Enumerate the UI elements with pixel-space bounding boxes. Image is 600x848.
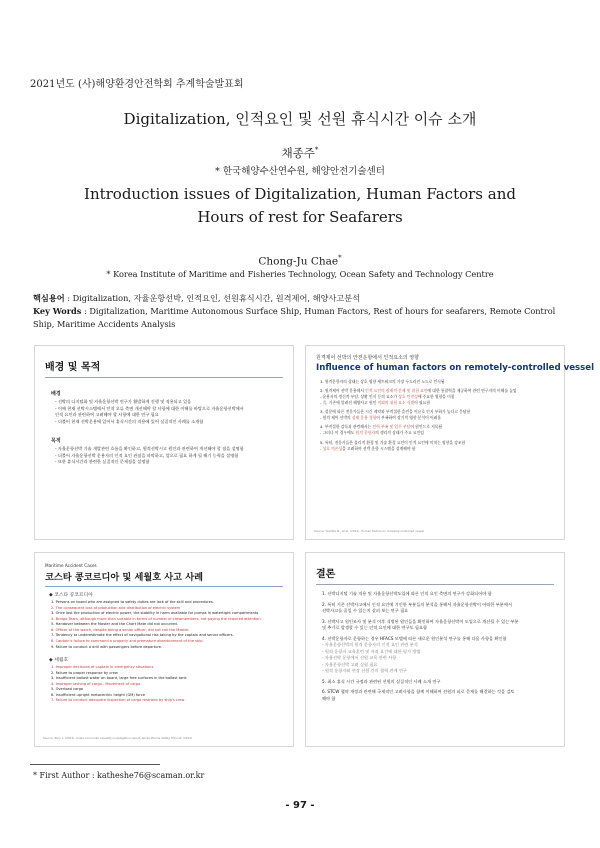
slide2-item-after: 이 부족하여 장기적 영향 분석이 어려움 [376, 415, 442, 421]
slide4-item: 및 추가로 발생할 수 있는 인적 요인에 대한 연구도 필요함 [322, 625, 428, 630]
slide1-background-item: - 더불어 현재 선박운용에 있어서 휴식시간의 적용에 있어 실질적인 사례를 소개함 [55, 418, 204, 424]
slide4-item: - 원격 운항자 교육훈련 및 자격 요건에 대한 평가 방법 [322, 648, 421, 654]
slide3-box1-item: 5. Handover between the Master and the Chart Mate did not occurred. [51, 622, 178, 627]
footnote-rule [30, 764, 160, 765]
slide2-item-text: 4. 부적절한 감독과 관련해서는 [320, 424, 373, 430]
slide3-box2-item: 2. Failure to proper response by crew [51, 670, 118, 675]
slide1-purpose-item: - 또한 휴식시간과 관련한 실질적인 문제점을 설명함 [55, 459, 150, 464]
slide3-box1-item: 6. Officer of the watch, despite being a senior officer, did not call the Master. [51, 627, 190, 632]
slide2-item-text: 3. 설문에 따른 전문가들은 시간 제약과 부적절한 훈련을 이유로 인지 부하가 높다고 응답함 [320, 409, 471, 415]
slide1-purpose-item: - 자율운항선박 기술 개발관련 흐름을 확인하고, 원격선박시고 원인과 관련하여 개선해야 할 점을 설명함 [55, 446, 244, 451]
slide3-box1-item: 4. Bridge Team, although more than suitable in terms of number of crewmembers, not paying the required attention. [51, 616, 262, 621]
slide2-list [306, 379, 564, 452]
slide4-item: 3. 선박사고 원인조사 및 분석 이후 식별된 원인들을 확인하여 자율운항선박이 도입으로 개선될 수 있는 부분 [322, 618, 519, 624]
slide-conclusion [305, 552, 565, 747]
author-english-mark: * [338, 254, 342, 262]
slide1-rule [45, 377, 283, 378]
slide3-box2-item: 5. Overload cargo [51, 687, 84, 692]
slide2-item-text: - [320, 445, 323, 451]
title-english: Introduction issues of Digitalization, Human Factors and Hours of rest for Seafarers [84, 185, 516, 227]
slide3-box2-item: 1. Improper decisions of captain in emergency situations [51, 665, 154, 670]
slide3-box1-item: 2. The consequent loss of production and distribution of electric system [51, 605, 181, 610]
keywords-korean [33, 292, 568, 305]
slide4-item: - 원격 운항자와 현장 선원 간의 협력 관계 연구 [322, 668, 407, 673]
slide2-item [320, 379, 564, 385]
slide2-item-text: 1. 원격운항자의 상태는 상호 영향 세트워크의 가장 두드러진 노드로 인식됨 [320, 379, 445, 384]
slide1-background-item: 인적 요인과 관련하여 고려해야 할 사항에 대한 연구 필요 [55, 412, 159, 417]
slide2-item-text: 5. 특히, 전문가들은 물리적 환경 및 기술 환경 요인이 인적 요인에 미치는 영향을 강조함 [320, 439, 466, 445]
slide1-background-item: - 이에 현재 선박시스템에서 인적 오류 측면 개선해야 할 사항에 대한 이해를 바탕으로 자율운항선박에서 [55, 405, 244, 411]
slide2-item [320, 415, 564, 421]
slide2-item-text: 2. 원격제어 선박 운용에서 [320, 388, 366, 394]
slide3-rule [45, 586, 283, 587]
slide4-item: 1. 선박디지털 기술 적용 및 자율운항선박도입에 따른 인적 요인 측면의 연구가 강화되어야 함 [322, 591, 492, 596]
affiliation-korean: * 한국해양수산연수원, 해양안전기술센터 [215, 166, 385, 177]
slide2-item-highlight: 인적 요인의 잠재적 문제 및 위험 요인 [365, 388, 428, 394]
slide4-item: 4. 선박운항자로 운항하는 경우 HFACS 모델에 따른 새로운 원인분석 연구를 통해 다음 사항을 확인함 [322, 635, 507, 641]
slide2-item [320, 430, 564, 436]
slide2-item [320, 400, 564, 406]
slide3-box2-title: ◆ 세월호 [49, 658, 69, 664]
slide3-box2-item: 4. Improper lashing of cargo - Movement of cargo [51, 681, 141, 686]
slide1-purpose-label: 목적 [51, 438, 61, 444]
slide3-title: 코스타 콩코르디아 및 세월호 사고 사례 [45, 572, 203, 583]
author-korean [0, 145, 600, 161]
slide3-box1-item: 8. Captain's failure to command a properly and premature abandonment of the ship. [51, 638, 204, 643]
slide4-item: 해야 함 [322, 695, 336, 701]
title-korean: Digitalization, 인적요인 및 선원 휴식시간 이슈 소개 [123, 110, 477, 128]
footnote: * First Author : katheshe76@scaman.or.kr [33, 771, 205, 780]
slide2-item-text: - 원격 제어 선박의 [320, 415, 352, 421]
affiliation-english: * Korea Institute of Maritime and Fisheries Technology, Ocean Safety and Technology Centre [106, 269, 494, 279]
slide2-item-highlight: 상호 의존성 [322, 445, 343, 451]
author-english-name: Chong-Ju Chae [258, 255, 339, 268]
slide2-item-text: - 운용자의 정신적 부담, 상황 인식 등의 요소가 [320, 394, 399, 400]
slide2-item-after: 이 원인으로 지목됨 [410, 424, 443, 430]
slide3-box1-item: 1. Persons on board who are assigned to safety duties are lack of the skill and procedures. [51, 600, 214, 604]
author-english [0, 254, 600, 268]
keywords-korean-text: : Digitalization, 자율운항선박, 인적요인, 선원휴식시간, 원격제어, 해양사고분석 [67, 293, 361, 303]
keywords-english-label: Key Words [33, 306, 82, 316]
slide2-item-text: - 그러나 이 경우에도 [320, 430, 356, 436]
slide2-item-highlight: 이외의 위험 요소 식별 [377, 400, 415, 406]
slide2-item-highlight: 실제 운용 경험 [351, 415, 377, 421]
page-number: - 97 - [285, 800, 315, 811]
slide3-source: Source: Tony L. (2012), Costa Concordia casualty investigation report; Korea Marine Safety Tribunal (2014) [43, 736, 193, 740]
slide3-box1-item: 9. Failure to conduct a drill with passengers before departure. [51, 644, 163, 649]
slide2-item [320, 446, 564, 452]
slide2-item-after: 이 필요함 [414, 400, 431, 406]
slide1-purpose-item: - 더불어 자율운항선박 운용자의 인적 요인 관점을 파악하고, 앞으로 필요 하게 될 해기 능력을 설명함 [55, 452, 239, 458]
slide1-purpose-list [35, 446, 293, 466]
keywords-english-text: : Digitalization, Maritime Autonomous Surface Ship, Human Factors, Rest of hours for seafarers, Remote Control Ship, Maritime Accidents Analysis [33, 306, 556, 329]
slide4-title: 결론 [316, 569, 336, 580]
slide1-title: 배경 및 목적 [45, 362, 101, 373]
slide-accident-cases [34, 552, 294, 747]
slide2-small-title: 원격제어 선박의 안전운항에서 인적요소의 영향 [316, 355, 419, 361]
slide3-box1-title: ◆ 코스타 콩코르디아 [49, 593, 93, 598]
slide2-item-after: 에 대한 통찰력을 제공하여 관련 연구자의 이해를 높임 [427, 388, 517, 394]
slide4-item: 2. 특히 기존 선박사고에서 인적 요인에 기인한 부분들의 분석을 통해서 자율운항선박이 어떠한 부분에서 [322, 601, 512, 607]
slide1-background-label: 배경 [51, 391, 61, 397]
slide2-item-highlight: 상호 안전성 [398, 394, 418, 400]
slide-background-purpose [34, 345, 294, 540]
slide3-box1-list [35, 600, 293, 650]
slide4-item: - 자율운항선박 고려 실험 필요 [322, 661, 378, 667]
slide4-item: 5. 최소 휴식 시간 규정과 관련된 선원의 실질적인 사례 소개 연구 [322, 678, 441, 684]
slide2-item-highlight: 인력 부족 및 업무 부담 [372, 424, 411, 430]
slide3-box1-item: 3. Once lost the production of electric power, the stability in harm available for pumps in watertight compartments [51, 611, 259, 616]
slide3-top-label: Maritime Accident Cases [45, 563, 97, 568]
slide3-box2-item: 3. Insufficient ballast water on board, large free surfaces in the ballast tank [51, 676, 187, 681]
slide4-item: 6. STCW 협약 개정과 관련해 국제적인 고려사항을 함께 이해하여 선원의 피로 문제를 해결하는 것을 검토 [322, 689, 515, 694]
keywords-korean-label: 핵심용어 [33, 293, 65, 303]
slide4-item: - 자율선박 운항에서 선원 교육 관련 사항 [322, 655, 397, 660]
slide3-box2-item: 7. Failure to conduct adequate inspection of cargo restraint by ship's crew [51, 698, 185, 703]
conference-header: 2021년도 (사)해양환경안전학회 추계학술발표회 [30, 79, 244, 90]
slide2-title: Influence of human factors on remotely-controlled vessel [316, 363, 595, 373]
author-korean-mark: * [314, 146, 319, 155]
slide2-source: Source: Yoshida M., et al. (2021), Human factors on remotely-controlled vessel [314, 529, 424, 533]
slide2-item-highlight: 원격 운항자 [355, 430, 376, 436]
slide1-background-list [35, 399, 293, 425]
slide2-item-after: 에 주요한 영향을 미침 [417, 394, 455, 400]
slide-human-factors [305, 345, 595, 540]
slide3-box2-item: 6. Insufficient upright metacentric height (GM) force [51, 692, 145, 697]
slide3-box2-list [35, 665, 293, 704]
slide4-list [306, 591, 564, 702]
slide3-box1-item: 7. Tendency to underestimate the effect of navigational risk taking by the captain and senior officers. [51, 633, 234, 638]
slide2-item-after: 의 생리적 상태가 주요 요인임 [375, 430, 424, 436]
slide2-item-after: 을 고려하여 선박 운항 시스템을 설계해야 함 [342, 445, 416, 451]
slide4-item: 선박사고를 줄일 수 있는지 살펴 보는 연구 필요 [322, 608, 409, 613]
slide2-item-text: - 즉, 기존에 알려진 해양사고 원인 [320, 400, 378, 406]
author-korean-name: 채종주 [281, 146, 315, 160]
keywords-english [33, 305, 568, 330]
slide4-item: - 자율운항선박의 원격 운항자의 인적 요인 관련 분석 [322, 642, 418, 647]
slide1-background-item: - 선박의 디지털화 및 자율운항선박 연구가 활발하게 진행 및 적용되고 있음 [55, 399, 192, 404]
